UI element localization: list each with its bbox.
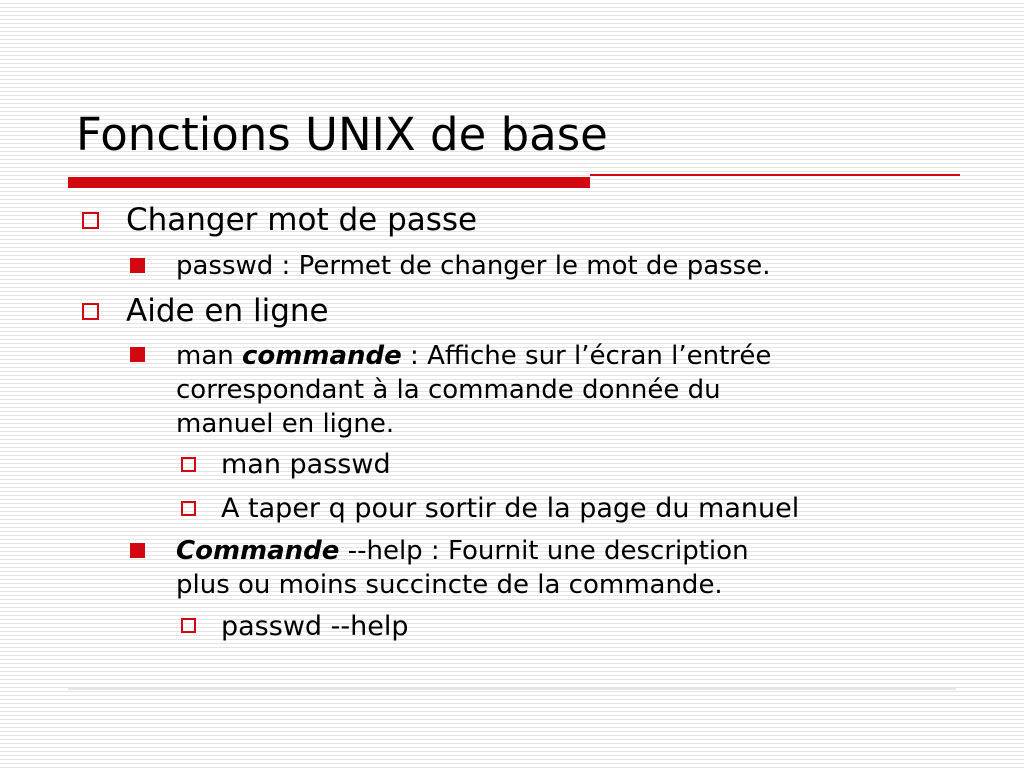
filled-square-bullet-icon: [130, 543, 145, 558]
man-prefix: man: [176, 341, 243, 371]
filled-square-bullet-icon: [130, 347, 145, 362]
section-heading-aide-en-ligne: Aide en ligne: [126, 293, 329, 329]
command-placeholder: commande: [242, 341, 402, 371]
bullet-passwd: passwd : Permet de changer le mot de passe.: [176, 251, 771, 281]
hollow-square-bullet-icon: [181, 618, 196, 633]
title-underline: [68, 174, 960, 188]
example-man-passwd: man passwd: [221, 449, 391, 480]
bullet-help-line2: plus ou moins succincte de la commande.: [176, 570, 723, 600]
hollow-square-bullet-icon: [82, 303, 99, 320]
footer-divider: [68, 688, 956, 690]
bullet-man-line1: [176, 339, 771, 373]
hollow-square-bullet-icon: [181, 501, 196, 516]
hollow-square-bullet-icon: [82, 212, 99, 229]
note-quit-manual: A taper q pour sortir de la page du manuel: [221, 493, 800, 524]
bullet-man-line3: manuel en ligne.: [176, 409, 395, 439]
help-description-start: --help : Fournit une description: [339, 536, 749, 566]
title-underline-thin: [590, 174, 960, 176]
title-underline-thick: [68, 177, 590, 188]
bullet-man-line2: correspondant à la commande donnée du: [176, 375, 721, 405]
bullet-help-line1: [176, 534, 749, 568]
example-passwd-help: passwd --help: [221, 611, 409, 642]
filled-square-bullet-icon: [130, 258, 145, 273]
hollow-square-bullet-icon: [181, 457, 196, 472]
slide-title: Fonctions UNIX de base: [76, 108, 608, 161]
command-placeholder: Commande: [176, 536, 340, 566]
man-description-start: : Affiche sur l’écran l’entrée: [401, 341, 772, 371]
section-heading-changer-mot-de-passe: Changer mot de passe: [126, 202, 478, 238]
